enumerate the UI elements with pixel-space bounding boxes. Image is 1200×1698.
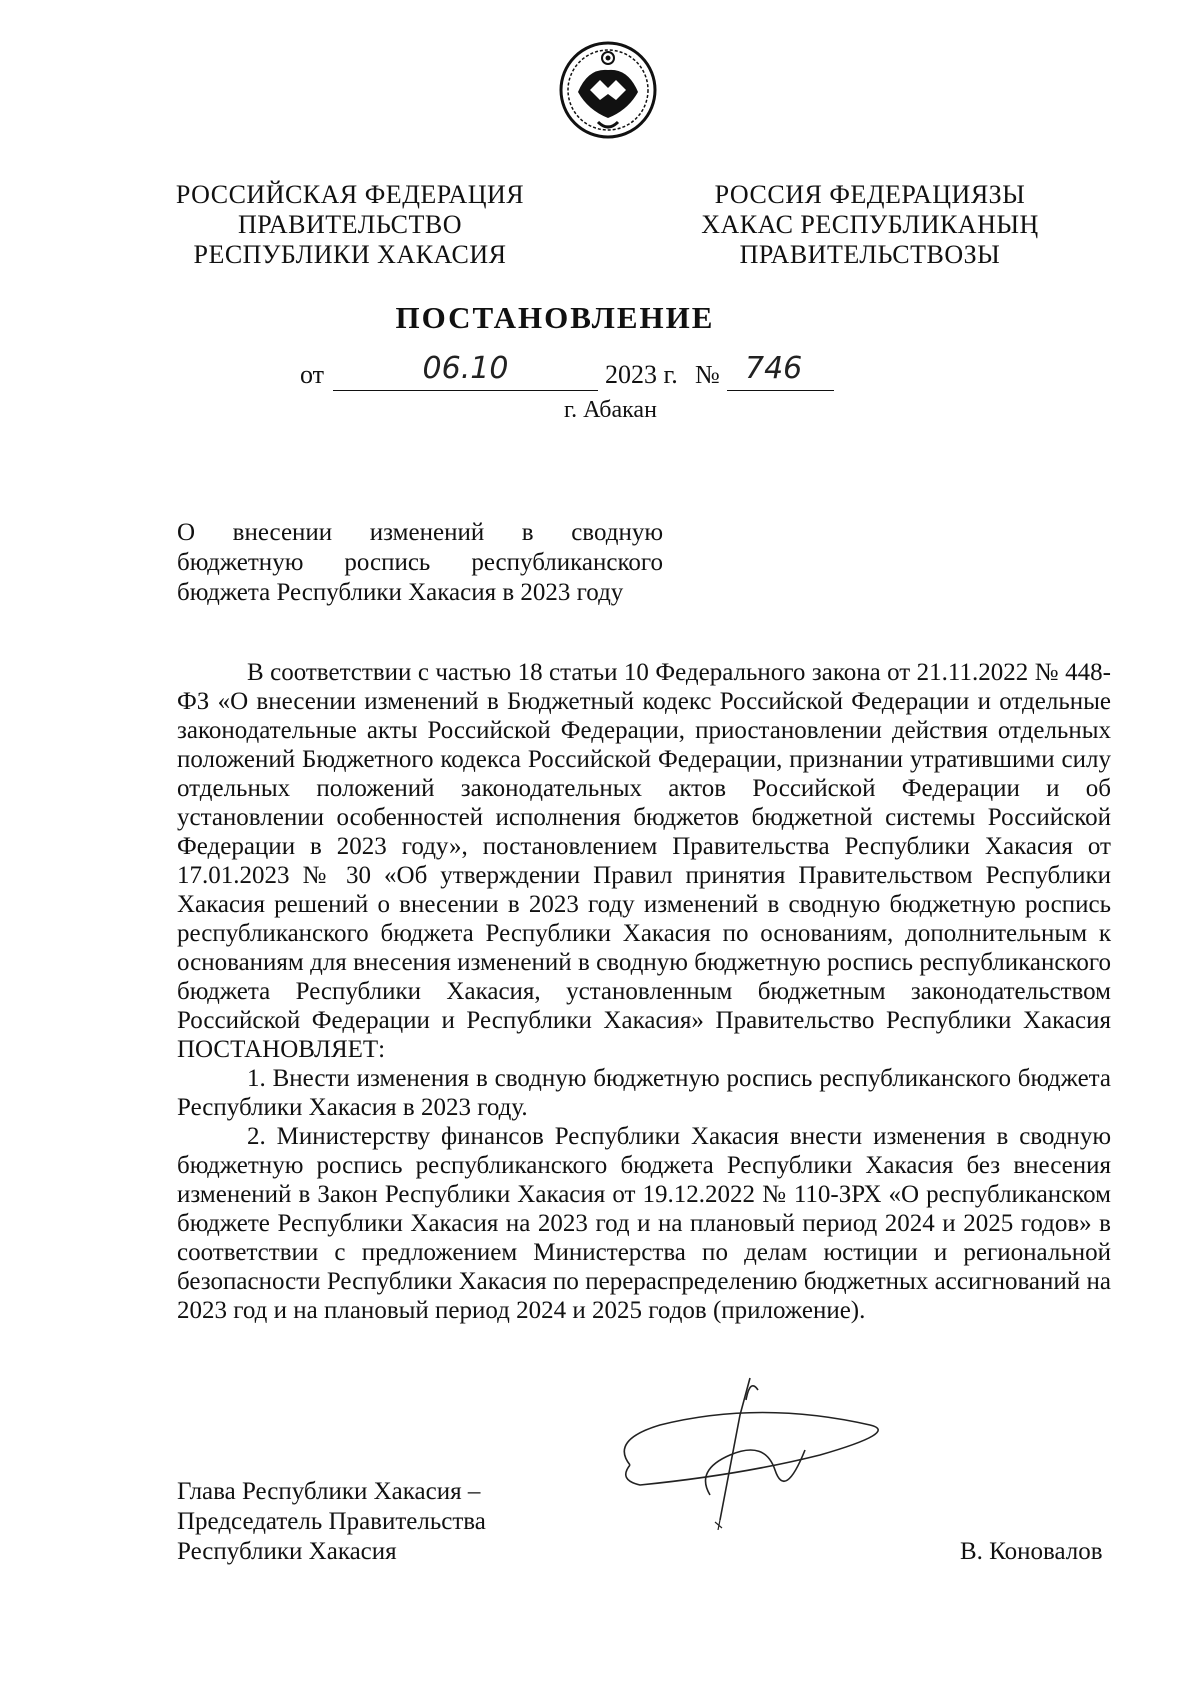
header-right-line: РОССИЯ ФЕДЕРАЦИЯЗЫ xyxy=(714,180,1026,209)
city-label: г. Абакан xyxy=(564,397,657,423)
subject-line: бюджета Республики Хакасия в 2023 году xyxy=(177,579,624,606)
header-left-line: РОССИЙСКАЯ ФЕДЕРАЦИЯ xyxy=(175,180,525,209)
coat-of-arms-emblem-icon xyxy=(558,40,658,140)
signatory-position-line: Председатель Правительства xyxy=(177,1508,486,1535)
number-sign: № xyxy=(695,360,720,389)
date-field xyxy=(333,351,598,391)
signatory-position xyxy=(177,1477,486,1567)
signatory-position-line: Республики Хакасия xyxy=(177,1538,397,1565)
document-title: ПОСТАНОВЛЕНИЕ xyxy=(395,300,715,335)
header-left-line: РЕСПУБЛИКИ ХАКАСИЯ xyxy=(193,240,507,269)
date-handwritten: 06.10 xyxy=(422,351,509,386)
handwritten-signature xyxy=(600,1370,930,1530)
date-prefix: от xyxy=(300,360,325,389)
body-paragraph: В соответствии с частью 18 статьи 10 Федерального закона от 21.11.2022 № 448-ФЗ «О внесении изменений в Бюджетный кодекс Российской Федерации и отдельные законодательные акты Российской Федерации, приостановлении действия отдельных положений Бюджетного кодекса Российской Федерации, признании утратившими силу отдельных положений законодательных актов Российской Федерации и об установлении особенностей исполнения бюджетов бюджетной системы Российской Федерации в 2023 году», постановлением Правительства Республики Хакасия от 17.01.2023 № 30 «Об утверждении Правил принятия Правительством Республики Хакасия решений о внесении в 2023 году изменений в сводную бюджетную роспись республиканского бюджета Республики Хакасия по основаниям, дополнительным к основаниям для внесения изменений в сводную бюджетную роспись республиканского бюджета Республики Хакасия, установленным бюджетным законодательством Российской Федерации и Республики Хакасия» Правительство Республики Хакасия ПОСТАНОВЛЯЕТ: xyxy=(177,659,1111,1063)
header-right-line: ХАКАС РЕСПУБЛИКАНЫҢ xyxy=(701,210,1039,239)
signatory-position-line: Глава Республики Хакасия – xyxy=(177,1478,481,1505)
signatory-name: В. Коновалов xyxy=(960,1538,1103,1565)
subject-line: бюджетную роспись республиканского xyxy=(177,549,663,576)
header-left-line: ПРАВИТЕЛЬСТВО xyxy=(238,210,462,239)
subject-line: О внесении изменений в сводную xyxy=(177,519,663,546)
year-label: 2023 г. xyxy=(605,360,678,389)
body-paragraph: 1. Внести изменения в сводную бюджетную роспись республиканского бюджета Республики Хакасия в 2023 году. xyxy=(177,1065,1111,1121)
body-paragraph: 2. Министерству финансов Республики Хакасия внести изменения в сводную бюджетную роспись республиканского бюджета Республики Хакасия без внесения изменений в Закон Республики Хакасия от 19.12.2022 № 110-ЗРХ «О республиканском бюджете Республики Хакасия на 2023 год и на плановый период 2024 и 2025 годов» в соответствии с предложением Министерства по делам юстиции и региональной безопасности Республики Хакасия по перераспределению бюджетных ассигнований на 2023 год и на плановый период 2024 и 2025 годов (приложение). xyxy=(177,1123,1111,1324)
number-field xyxy=(727,351,834,391)
header-right-block xyxy=(690,180,1050,270)
header-right-line: ПРАВИТЕЛЬСТВОЗЫ xyxy=(739,240,1001,269)
header-left-block xyxy=(160,180,540,270)
document-body xyxy=(177,658,1111,1325)
number-handwritten: 746 xyxy=(745,351,803,386)
subject-block xyxy=(177,518,663,608)
